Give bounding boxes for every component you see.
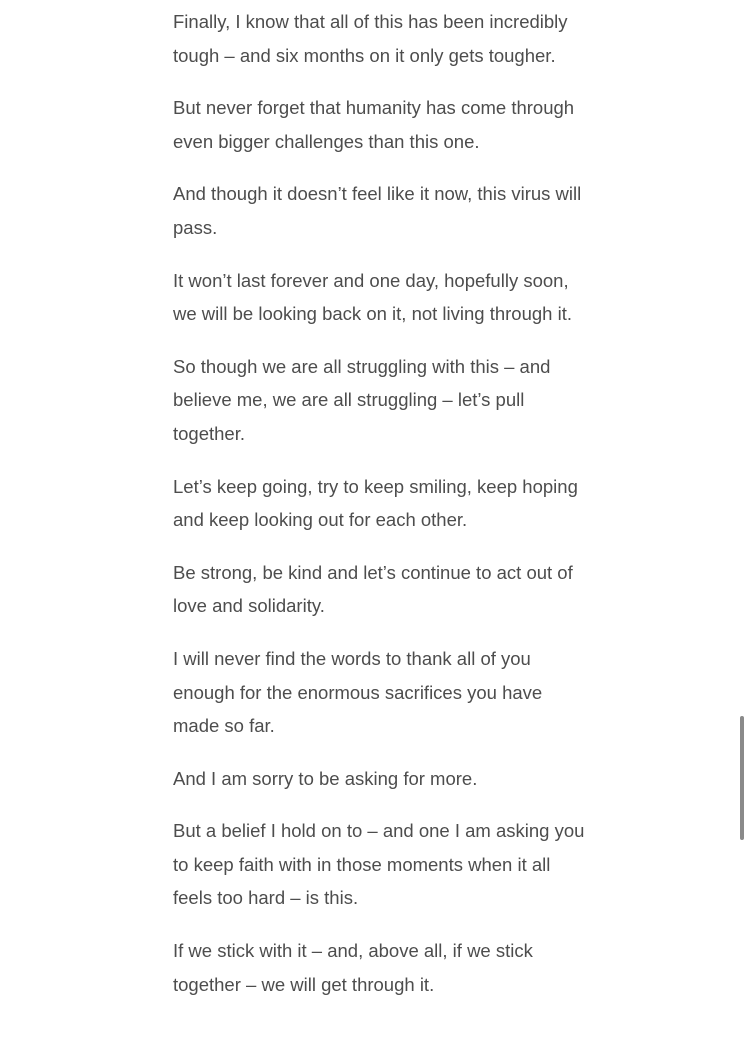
paragraph: I will never find the words to thank all of you enough for the enormous sacrifices you have made so far. (173, 647, 543, 737)
paragraph: And though it doesn’t feel like it now, this virus will pass. (173, 183, 582, 238)
paragraph: And I am sorry to be asking for more. (173, 767, 478, 789)
paragraph: But never forget that humanity has come through even bigger challenges than this one. (173, 97, 575, 152)
paragraph: Finally, I know that all of this has been incredibly tough – and six months on it only gets tougher. (173, 11, 568, 66)
scrollbar-thumb[interactable] (740, 716, 744, 840)
paragraph: If we stick with it – and, above all, if we stick together – we will get through it. (173, 940, 533, 995)
article-body (173, 5, 593, 1020)
paragraph: It won’t last forever and one day, hopefully soon, we will be looking back on it, not living through it. (173, 269, 572, 325)
paragraph: Let’s keep going, try to keep smiling, keep hoping and keep looking out for each other. (173, 475, 578, 531)
paragraph: So though we are all struggling with this – and believe me, we are all struggling – let’s pull together. (173, 355, 551, 444)
paragraph: Be strong, be kind and let’s continue to act out of love and solidarity. (173, 561, 573, 617)
paragraph: But a belief I hold on to – and one I am asking you to keep faith with in those moments when it all feels too hard – is this. (173, 820, 585, 909)
